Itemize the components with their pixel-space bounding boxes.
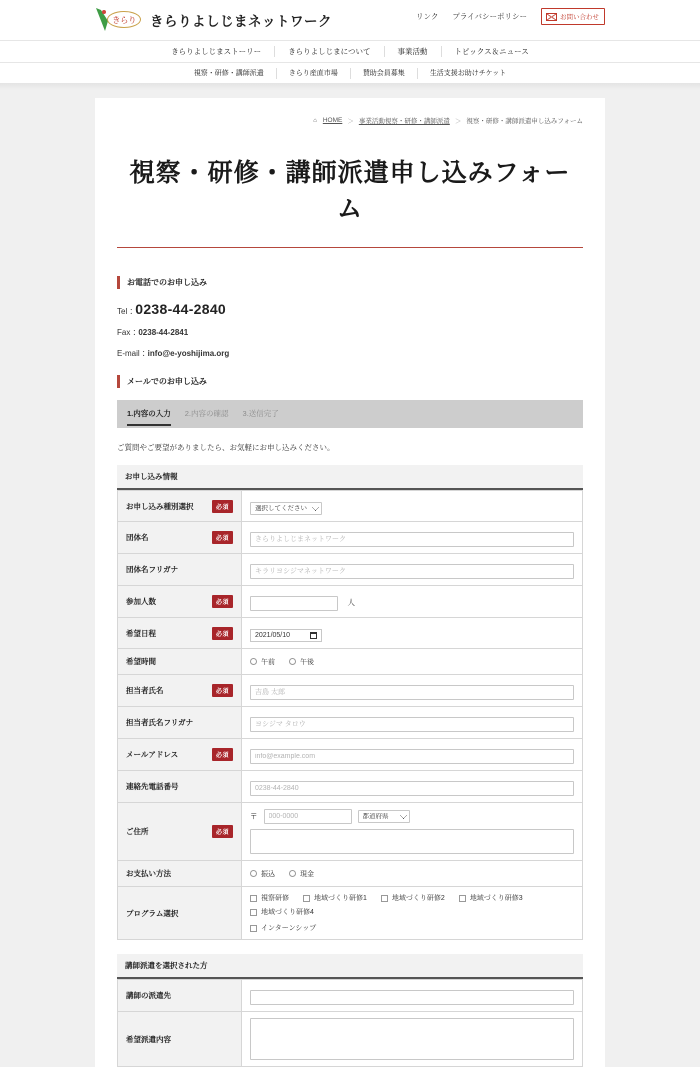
table-row-org-name (118, 522, 583, 554)
row-field-org-name (242, 522, 583, 554)
breadcrumb (117, 116, 583, 125)
payment-option-transfer-label: 振込 (261, 870, 275, 878)
participants-unit: 人 (347, 598, 355, 607)
row-label-date (118, 618, 242, 649)
org-kana-input[interactable] (250, 564, 574, 579)
table-row-date (118, 618, 583, 649)
row-label-email (118, 739, 242, 771)
prefecture-select[interactable] (358, 810, 410, 823)
site-logo[interactable] (95, 7, 332, 33)
label-text-org-kana: 団体名フリガナ (126, 565, 179, 574)
table-row-email (118, 739, 583, 771)
main-navigation (0, 40, 700, 83)
table-row-person-kana (118, 707, 583, 739)
label-text-payment: お支払い方法 (126, 869, 171, 878)
row-field-type (242, 491, 583, 522)
row-label-dispatch-to (118, 980, 242, 1012)
program-option-3-label: 地域づくり研修2 (391, 895, 445, 902)
row-label-person-kana (118, 707, 242, 739)
time-option-morning-label: 午前 (261, 658, 275, 666)
label-text-person-name: 担当者氏名 (126, 686, 164, 695)
time-option-afternoon-label: 午後 (300, 658, 314, 666)
program-option-4[interactable] (459, 893, 523, 903)
program-option-1-label: 視察研修 (261, 895, 289, 902)
program-option-2[interactable] (303, 893, 367, 903)
checkbox-icon[interactable] (381, 895, 388, 902)
row-field-phone (242, 771, 583, 803)
program-option-4-label: 地域づくり研修3 (469, 895, 523, 902)
address-detail-textarea[interactable] (250, 829, 574, 854)
email-input[interactable] (250, 749, 574, 764)
program-option-5-label: 地域づくり研修4 (261, 909, 314, 916)
required-badge: 必須 (212, 825, 233, 838)
site-header (0, 0, 700, 40)
label-text-date: 希望日程 (126, 628, 156, 638)
time-option-morning[interactable] (250, 657, 275, 667)
label-text-program: プログラム選択 (126, 908, 179, 918)
required-badge: 必須 (212, 595, 233, 608)
row-field-date (242, 618, 583, 649)
tel-value: 0238-44-2840 (135, 301, 227, 317)
radio-icon[interactable] (289, 658, 296, 665)
application-type-select[interactable] (250, 502, 322, 515)
row-label-dispatch-content (118, 1012, 242, 1067)
nav-item-topics-news[interactable]: トピックス＆ニュース (454, 47, 529, 56)
fax-label: Fax： (117, 328, 139, 337)
header-link-links[interactable]: リンク (416, 12, 439, 21)
radio-icon[interactable] (250, 658, 257, 665)
nav-item-story[interactable]: きらりよしじまストーリー (158, 46, 275, 57)
label-text-type: お申し込み種別選択 (126, 501, 194, 511)
nav-row-secondary (0, 62, 700, 83)
nav-item-market[interactable]: きらり産直市場 (277, 68, 351, 79)
fax-value: 0238-44-2841 (138, 328, 189, 337)
row-label-address (118, 803, 242, 861)
contact-button[interactable] (541, 8, 605, 25)
participants-input[interactable] (250, 596, 338, 611)
row-label-org-kana (118, 554, 242, 586)
nav-item-activities[interactable]: 事業活動 (385, 46, 442, 57)
nav-item-about[interactable]: きらりよしじまについて (275, 46, 384, 57)
phone-input[interactable] (250, 781, 574, 796)
table-row-time (118, 649, 583, 675)
required-badge: 必須 (212, 500, 233, 513)
table-row-dispatch-content (118, 1012, 583, 1067)
logo-mark-icon (95, 7, 143, 33)
home-icon: ⌂ (313, 117, 317, 124)
payment-option-cash-label: 現金 (300, 870, 314, 878)
program-option-1[interactable] (250, 893, 289, 903)
desired-date-input[interactable] (250, 629, 322, 642)
postal-code-input[interactable] (264, 809, 352, 824)
phone-section-heading-label: お電話でのお申し込み (127, 278, 207, 287)
required-badge: 必須 (212, 627, 233, 640)
email-value: info@e-yoshijima.org (147, 349, 230, 358)
row-field-org-kana (242, 554, 583, 586)
row-field-dispatch-content (242, 1012, 583, 1067)
postal-mark-icon: 〒 (250, 812, 258, 821)
program-option-3[interactable] (381, 893, 445, 903)
label-text-phone: 連絡先電話番号 (126, 782, 179, 791)
table-row-participants (118, 586, 583, 618)
program-option-2-label: 地域づくり研修1 (314, 895, 367, 902)
table-row-dispatch-to (118, 980, 583, 1012)
row-field-program (242, 887, 583, 940)
table-row-person-name (118, 675, 583, 707)
row-label-participants (118, 586, 242, 618)
fax-line (117, 327, 583, 338)
label-text-participants: 参加人数 (126, 597, 156, 606)
org-name-input[interactable] (250, 532, 574, 547)
required-badge: 必須 (212, 531, 233, 544)
step-3-complete: 3.送信完了 (242, 409, 279, 418)
header-link-privacy[interactable]: プライバシーポリシー (452, 12, 527, 21)
mail-section-heading (117, 375, 583, 388)
label-text-org-name: 団体名 (126, 533, 149, 542)
breadcrumb-home[interactable]: HOME (322, 117, 343, 124)
breadcrumb-separator-2: ＞ (454, 118, 462, 125)
lecturer-dispatch-table (117, 979, 583, 1067)
desired-date-value: 2021/05/10 (255, 632, 291, 639)
step-1-input[interactable]: 1.内容の入力 (127, 401, 171, 427)
breadcrumb-separator-1: ＞ (347, 118, 354, 125)
row-field-payment (242, 861, 583, 887)
address-zip-row (250, 809, 574, 824)
nav-item-inspection-training[interactable]: 視察・研修・講師派遣 (182, 68, 277, 79)
table-row-type (118, 491, 583, 522)
label-text-dispatch-content: 希望派遣内容 (126, 1034, 171, 1044)
dispatch-destination-input[interactable] (250, 990, 574, 1005)
label-text-person-kana: 担当者氏名フリガナ (126, 718, 194, 727)
row-label-org-name (118, 522, 242, 554)
nav-item-support-ticket[interactable]: 生活支援お助けチケット (429, 69, 507, 77)
program-option-6-label: インターンシップ (261, 925, 317, 932)
row-label-time (118, 649, 242, 675)
breadcrumb-current: 視察・研修・講師派遣申し込みフォーム (466, 118, 583, 125)
person-kana-input[interactable] (250, 717, 574, 732)
checkbox-icon[interactable] (250, 925, 257, 932)
table-row-address (118, 803, 583, 861)
phone-section-heading (117, 276, 583, 289)
label-text-time: 希望時間 (126, 657, 156, 666)
row-field-person-kana (242, 707, 583, 739)
content-card (95, 98, 605, 1067)
table-row-phone (118, 771, 583, 803)
checkbox-icon[interactable] (250, 909, 257, 916)
table-row-org-kana (118, 554, 583, 586)
row-field-time (242, 649, 583, 675)
mail-section-heading-label: メールでのお申し込み (127, 377, 207, 386)
row-field-dispatch-to (242, 980, 583, 1012)
email-line (117, 348, 583, 359)
nav-row-primary (0, 40, 700, 62)
label-text-email: メールアドレス (126, 750, 179, 759)
required-badge: 必須 (212, 748, 233, 761)
checkbox-icon[interactable] (303, 895, 310, 902)
envelope-icon (546, 13, 557, 21)
page-title: 視察・研修・講師派遣申し込みフォーム (117, 153, 583, 248)
calendar-icon[interactable] (310, 632, 317, 639)
dispatch-content-textarea[interactable] (250, 1018, 574, 1060)
form-lead-text: ご質問やご要望がありましたら、お気軽にお申し込みください。 (117, 443, 335, 452)
form-section-1-title: お申し込み情報 (117, 465, 583, 490)
row-field-participants (242, 586, 583, 618)
email-label: E-mail： (117, 349, 148, 358)
radio-icon[interactable] (289, 870, 296, 877)
step-2-confirm: 2.内容の確認 (184, 409, 229, 418)
payment-option-cash[interactable] (289, 869, 314, 879)
row-field-address (242, 803, 583, 861)
table-row-payment (118, 861, 583, 887)
step-indicator (117, 400, 583, 428)
row-label-type (118, 491, 242, 522)
tel-line (117, 301, 583, 317)
form-section-2-title: 講師派遣を選択された方 (117, 954, 583, 979)
program-option-5[interactable] (250, 907, 314, 917)
table-row-program (118, 887, 583, 940)
breadcrumb-parent[interactable]: 事業活動視察・研修・講師派遣 (358, 118, 450, 125)
row-label-payment (118, 861, 242, 887)
header-shadow (0, 83, 700, 90)
header-utility-nav (416, 8, 605, 25)
program-option-6[interactable] (250, 923, 316, 933)
person-name-input[interactable] (250, 685, 574, 700)
row-field-email (242, 739, 583, 771)
tel-label: Tel： (117, 307, 136, 316)
brand-name: きらりよしじまネットワーク (150, 14, 332, 30)
label-text-address: ご住所 (126, 827, 149, 836)
row-label-program (118, 887, 242, 940)
required-badge: 必須 (212, 684, 233, 697)
application-form-table (117, 490, 583, 940)
contact-button-label: お問い合わせ (560, 14, 599, 21)
label-text-dispatch-to: 講師の派遣先 (126, 991, 171, 1000)
logo-text: きらり (107, 11, 141, 28)
row-label-person-name (118, 675, 242, 707)
payment-option-transfer[interactable] (250, 869, 275, 879)
checkbox-icon[interactable] (459, 895, 466, 902)
nav-item-membership[interactable]: 賛助会員募集 (351, 68, 418, 79)
row-label-phone (118, 771, 242, 803)
time-option-afternoon[interactable] (289, 657, 314, 667)
radio-icon[interactable] (250, 870, 257, 877)
row-field-person-name (242, 675, 583, 707)
checkbox-icon[interactable] (250, 895, 257, 902)
